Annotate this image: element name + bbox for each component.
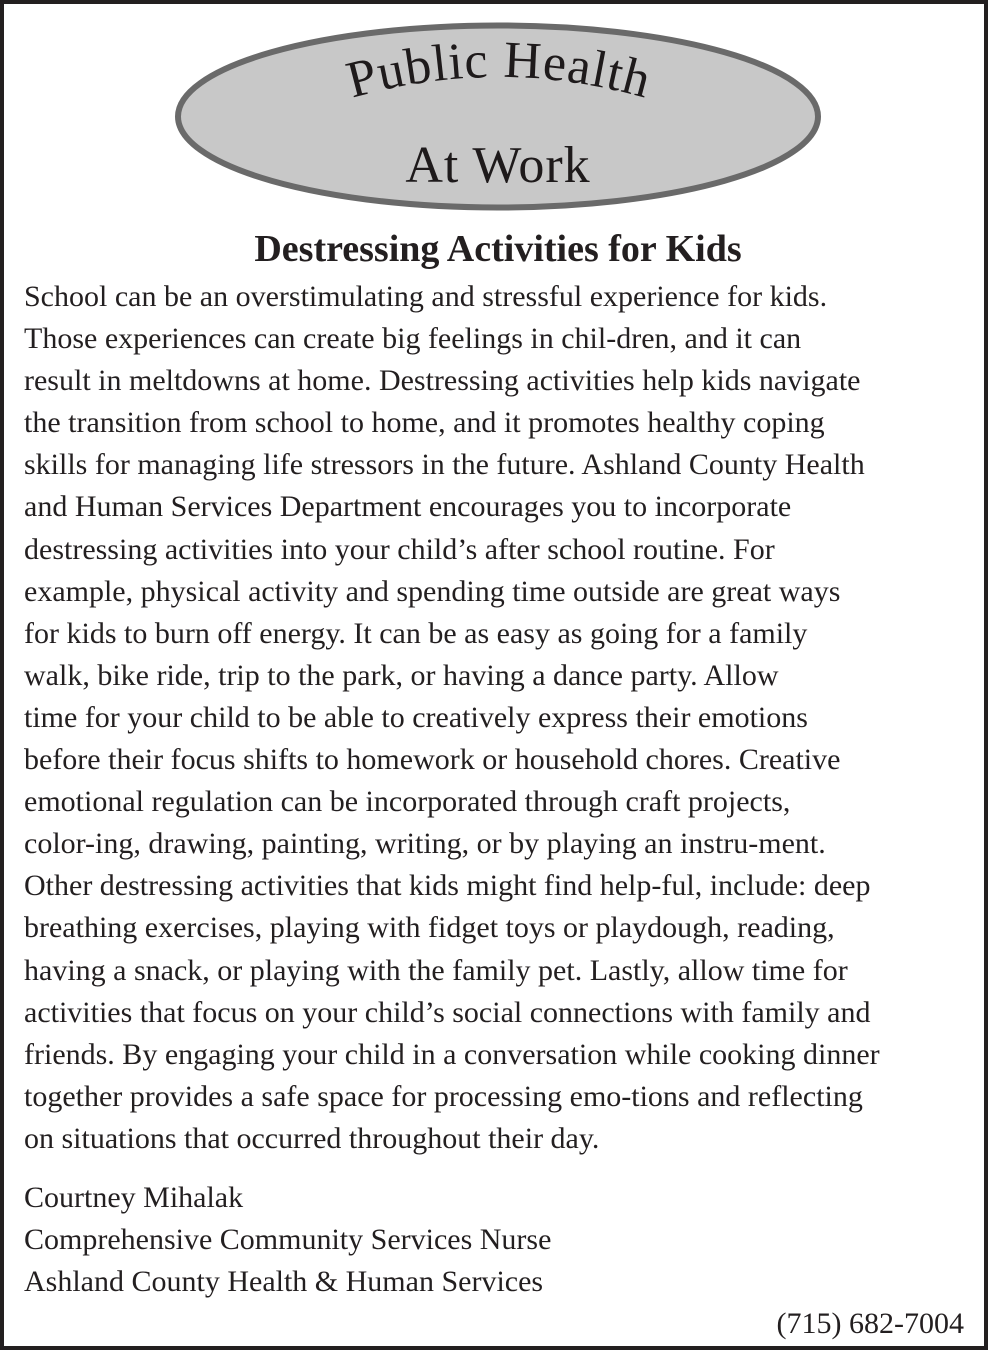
body-line: emotional regulation can be incorporated through craft projects,	[24, 785, 791, 819]
body-line: destressing activities into your child’s after school routine. For	[24, 532, 775, 566]
author-organization: Ashland County Health & Human Services	[24, 1265, 544, 1298]
body-line: walk, bike ride, trip to the park, or having a dance party. Allow	[24, 658, 779, 692]
body-line: Those experiences can create big feelings in chil-dren, and it can	[24, 322, 802, 356]
author-name: Courtney Mihalak	[24, 1181, 244, 1214]
author-signature	[24, 1177, 551, 1303]
body-line: result in meltdowns at home. Destressing activities help kids navigate	[24, 364, 861, 398]
body-line: breathing exercises, playing with fidget toys or playdough, reading,	[24, 911, 835, 945]
body-line: together provides a safe space for processing emo-tions and reflecting	[24, 1079, 863, 1113]
oval-badge-icon	[174, 22, 822, 211]
body-line: color-ing, drawing, painting, writing, or by playing an instru-ment.	[24, 827, 826, 861]
article-title: Destressing Activities for Kids	[254, 228, 742, 270]
body-line: Other destressing activities that kids might find help-ful, include: deep	[24, 869, 871, 903]
logo-line1: Public Health	[340, 31, 658, 110]
public-health-at-work-logo	[174, 22, 822, 211]
logo-line2: At Work	[405, 137, 591, 194]
body-line: activities that focus on your child’s social connections with family and	[24, 995, 871, 1029]
body-line: example, physical activity and spending time outside are great ways	[24, 574, 841, 608]
body-line: on situations that occurred throughout their day.	[24, 1121, 600, 1155]
phone-number: (715) 682-7004	[776, 1307, 964, 1340]
body-line: friends. By engaging your child in a conversation while cooking dinner	[24, 1037, 880, 1071]
body-line: having a snack, or playing with the family pet. Lastly, allow time for	[24, 953, 848, 987]
body-line: and Human Services Department encourages you to incorporate	[24, 490, 792, 524]
body-line: the transition from school to home, and it promotes healthy coping	[24, 406, 825, 440]
body-line: School can be an overstimulating and stressful experience for kids.	[24, 280, 828, 313]
body-line: skills for managing life stressors in the future. Ashland County Health	[24, 448, 865, 482]
author-role: Comprehensive Community Services Nurse	[24, 1223, 552, 1256]
body-line: time for your child to be able to creatively express their emotions	[24, 700, 808, 734]
article-body	[24, 276, 984, 1160]
body-line: for kids to burn off energy. It can be as easy as going for a family	[24, 616, 808, 650]
body-line: before their focus shifts to homework or household chores. Creative	[24, 743, 841, 777]
